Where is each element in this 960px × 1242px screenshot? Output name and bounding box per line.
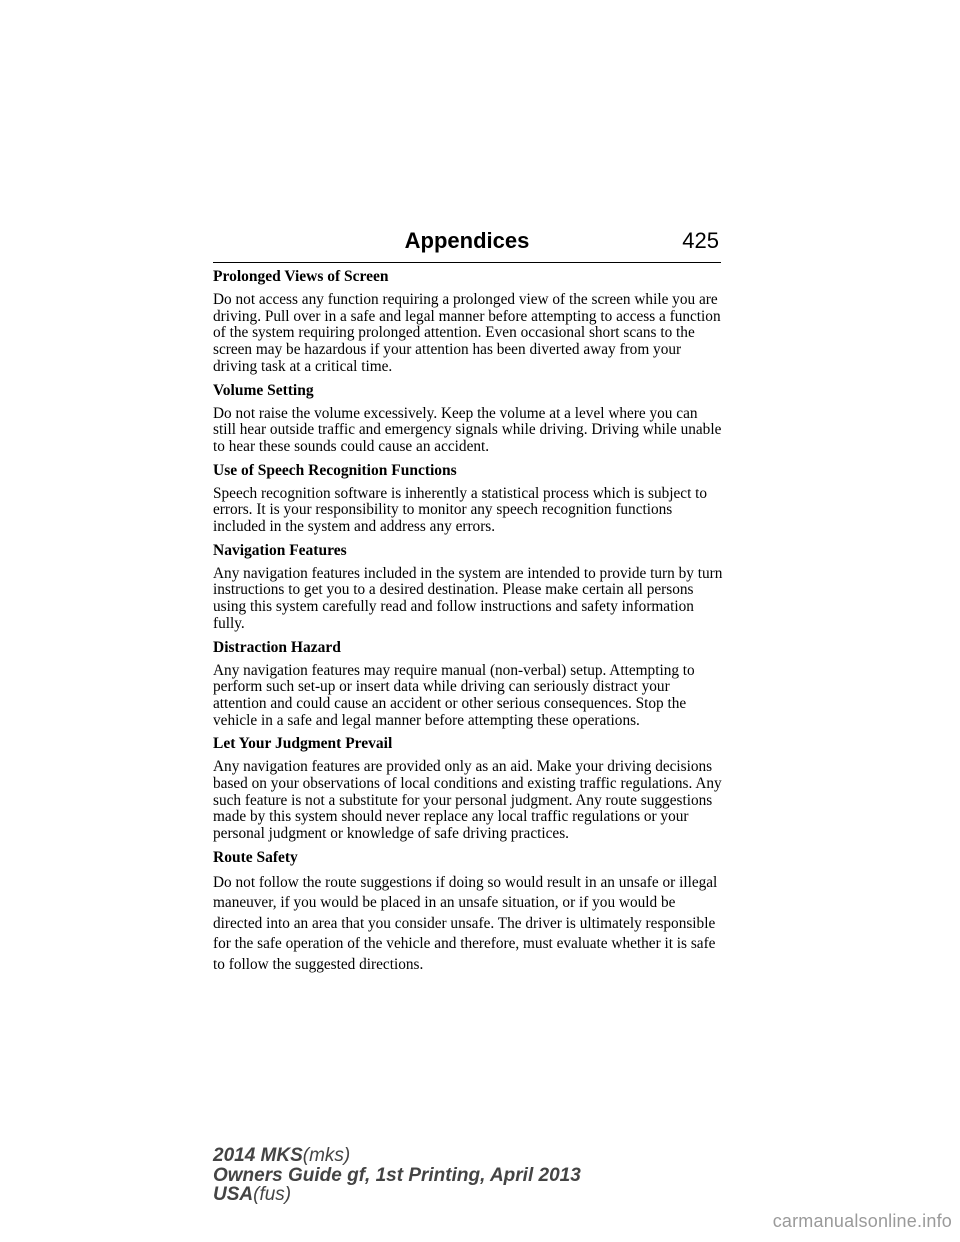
section-heading: Navigation Features — [213, 541, 347, 559]
section-distraction-hazard — [213, 639, 723, 730]
footer-model-code: (mks) — [302, 1145, 351, 1166]
section-title: Appendices — [404, 228, 530, 253]
page-number: 425 — [682, 228, 719, 253]
section-body: Any navigation features are provided only as an aid. Make your driving decisions based on your observations of local conditions and existing traffic regulations. Any such feature is not a substitute for your personal judgment. Any route suggestions made by this system should never replace any local traffic regulations or your personal judgment or knowledge of safe driving practices. — [213, 758, 722, 843]
footer-line-market — [213, 1185, 581, 1205]
section-body: Do not raise the volume excessively. Keep the volume at a level where you can still hear outside traffic and emergency signals while driving. Driving while unable to hear these sounds could cause an accident. — [213, 404, 722, 455]
footer-market: USA — [213, 1184, 254, 1205]
footer-line-edition: Owners Guide gf, 1st Printing, April 2013 — [213, 1164, 581, 1186]
section-body: Speech recognition software is inherently a statistical process which is subject to errors. It is your responsibility to monitor any speech recognition functions included in the system and address any errors. — [213, 484, 708, 536]
section-volume-setting — [213, 382, 723, 456]
footer-model: 2014 MKS — [213, 1145, 303, 1166]
section-navigation-features — [213, 542, 723, 633]
page-content — [213, 268, 723, 981]
section-body: Do not access any function requiring a prolonged view of the screen while you are driving. Pull over in a safe and legal manner before attempting to access a function of the system requiring prolonged attention. Even occasional short scans to the screen may be hazardous if your attention has been diverted away from your driving task at a critical time. — [213, 291, 721, 375]
watermark-text: carmanualsonline.info — [772, 1211, 952, 1231]
footer-market-code: (fus) — [253, 1184, 292, 1205]
section-body: Any navigation features may require manual (non-verbal) setup. Attempting to perform such set-up or insert data while driving can seriously distract your attention and could cause an accident or other serious consequences. Stop the vehicle in a safe and legal manner before attempting these operations. — [213, 661, 695, 729]
section-heading: Volume Setting — [213, 381, 314, 399]
page-footer — [213, 1146, 581, 1205]
section-judgment-prevail — [213, 735, 723, 843]
section-heading: Use of Speech Recognition Functions — [213, 461, 457, 479]
page-header — [213, 226, 721, 263]
section-heading: Prolonged Views of Screen — [213, 268, 389, 285]
section-heading: Let Your Judgment Prevail — [213, 735, 393, 753]
section-heading: Route Safety — [213, 848, 298, 866]
section-heading: Distraction Hazard — [213, 638, 341, 656]
footer-line-model — [213, 1146, 581, 1166]
section-route-safety — [213, 849, 723, 976]
section-body: Do not follow the route suggestions if doing so would result in an unsafe or illegal maneuver, if you would be placed in an unsafe situation, or if you would be directed into an area that you consider unsafe. The driver is ultimately responsible for the safe operation of the vehicle and therefore, must evaluate whether it is safe to follow the suggested directions. — [213, 873, 718, 973]
section-body: Any navigation features included in the system are intended to provide turn by turn instructions to get you to a desired destination. Please make certain all persons using this system carefully read and follow instructions and safety information fully. — [213, 564, 723, 632]
section-prolonged-views — [213, 268, 723, 376]
section-speech-recognition — [213, 462, 723, 536]
